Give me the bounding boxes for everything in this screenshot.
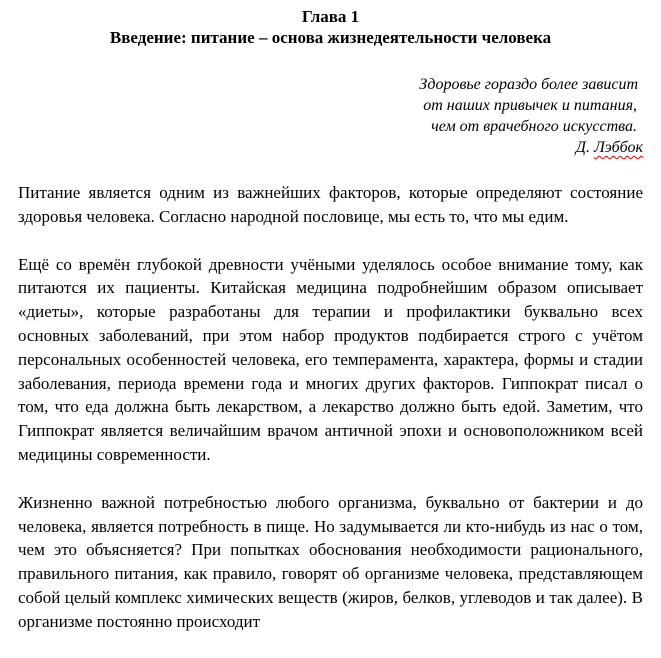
chapter-title: Введение: питание – основа жизнедеятельности человека [109, 28, 552, 47]
paragraph: Ещё со времён глубокой древности учёными уделялось особое внимание тому, как питаются их пациенты. Китайская медицина подробнейшим образом описывает «диеты», которые разработаны для терапии и профилактики буквально всех основных заболеваний, при этом набор продуктов подбирается строго с учётом персональных особенностей человека, его темперамента, характера, формы и стадии заболевания, периода времени года и многих других факторов. Гиппократ писал о том, что еда должна быть лекарством, а лекарство должно быть едой. Заметим, что Гиппократ является величайшим врачом античной эпохи и основоположником всей медицины современности. [18, 254, 643, 464]
document-page [18, 6, 643, 658]
epigraph-line: от наших привычек и питания, [423, 97, 637, 114]
epigraph [18, 74, 643, 158]
paragraph: Питание является одним из важнейших факторов, которые определяют состояние здоровья человека. Согласно народной пословице, мы есть то, что мы едим. [18, 183, 643, 226]
body-text [18, 181, 643, 634]
chapter-number: Глава 1 [301, 7, 360, 26]
epigraph-author-name-spellcheck: Лэббок [593, 139, 643, 156]
page-bottom-edge [0, 632, 661, 639]
epigraph-line: Здоровье гораздо более зависит [419, 76, 638, 93]
paragraph: Жизненно важной потребностью любого организма, буквально от бактерии и до человека, является потребность в пище. Но задумывается ли кто-нибудь из нас о том, чем это объясняется? При попытках обоснования необходимости рационального, правильного питания, как правило, говорят об организме человека, представляющем собой целый комплекс химических веществ (жиров, белков, углеводов и так далее). В организме постоянно происходит [18, 492, 643, 631]
epigraph-author [18, 137, 643, 158]
epigraph-line: чем от врачебного искусства. [431, 118, 637, 135]
epigraph-author-prefix: Д. [575, 139, 594, 156]
